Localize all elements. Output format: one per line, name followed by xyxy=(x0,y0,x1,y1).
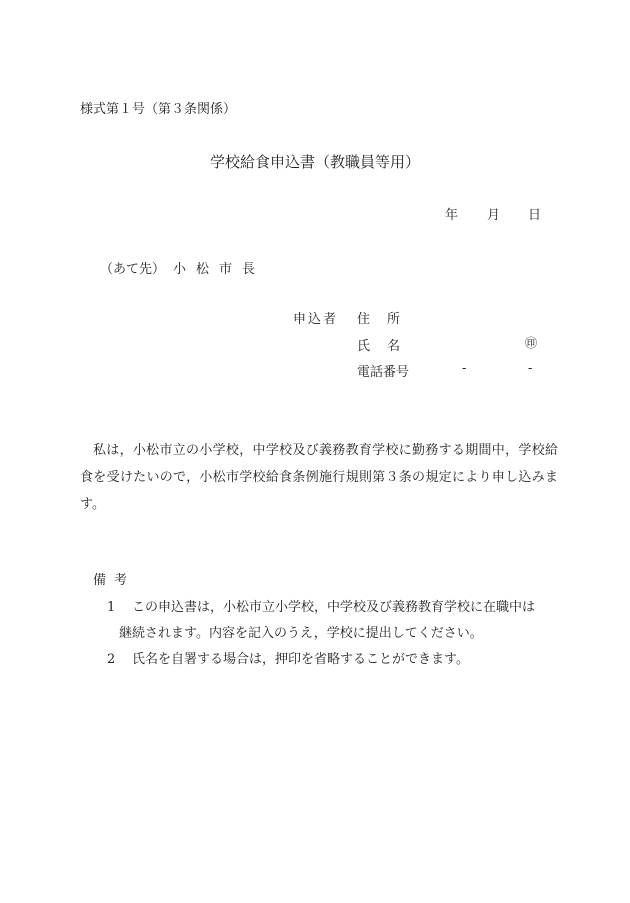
phone-separator: - xyxy=(462,361,467,376)
addressee-prefix: （あて先） xyxy=(100,262,166,277)
notes-heading: 備考 xyxy=(93,573,136,588)
note-text: 氏名を自署する場合は，押印を省略することができます。 xyxy=(132,652,469,667)
address-label: 住所 xyxy=(357,312,418,327)
note-item xyxy=(107,647,559,673)
date-month-label: 月 xyxy=(487,208,501,223)
page-title: 学校給食申込書（教職員等用） xyxy=(209,153,420,171)
phone-separator: - xyxy=(528,361,533,376)
applicant-label: 申込者 xyxy=(293,312,339,327)
note-number: 1 xyxy=(107,600,116,615)
note-item xyxy=(107,595,559,647)
date-year-label: 年 xyxy=(445,208,459,223)
addressee-name: 小松市長 xyxy=(173,262,266,277)
phone-label: 電話番号 xyxy=(357,365,410,380)
form-number: 様式第１号（第３条関係） xyxy=(80,102,237,117)
note-number: 2 xyxy=(107,652,116,667)
name-label: 氏名 xyxy=(357,339,418,354)
seal-mark: ㊞ xyxy=(525,336,538,350)
note-text-continued: 継続されます。内容を記入のうえ，学校に提出してください。 xyxy=(119,626,483,641)
application-statement: 私は，小松市立の小学校，中学校及び義務教育学校に勤務する期間中，学校給食を受けたいので，小松市学校給食条例施行規則第３条の規定により申し込みます。 xyxy=(80,443,558,512)
note-text: この申込書は，小松市立小学校，中学校及び義務教育学校に在職中は xyxy=(132,600,536,615)
date-day-label: 日 xyxy=(528,208,542,223)
